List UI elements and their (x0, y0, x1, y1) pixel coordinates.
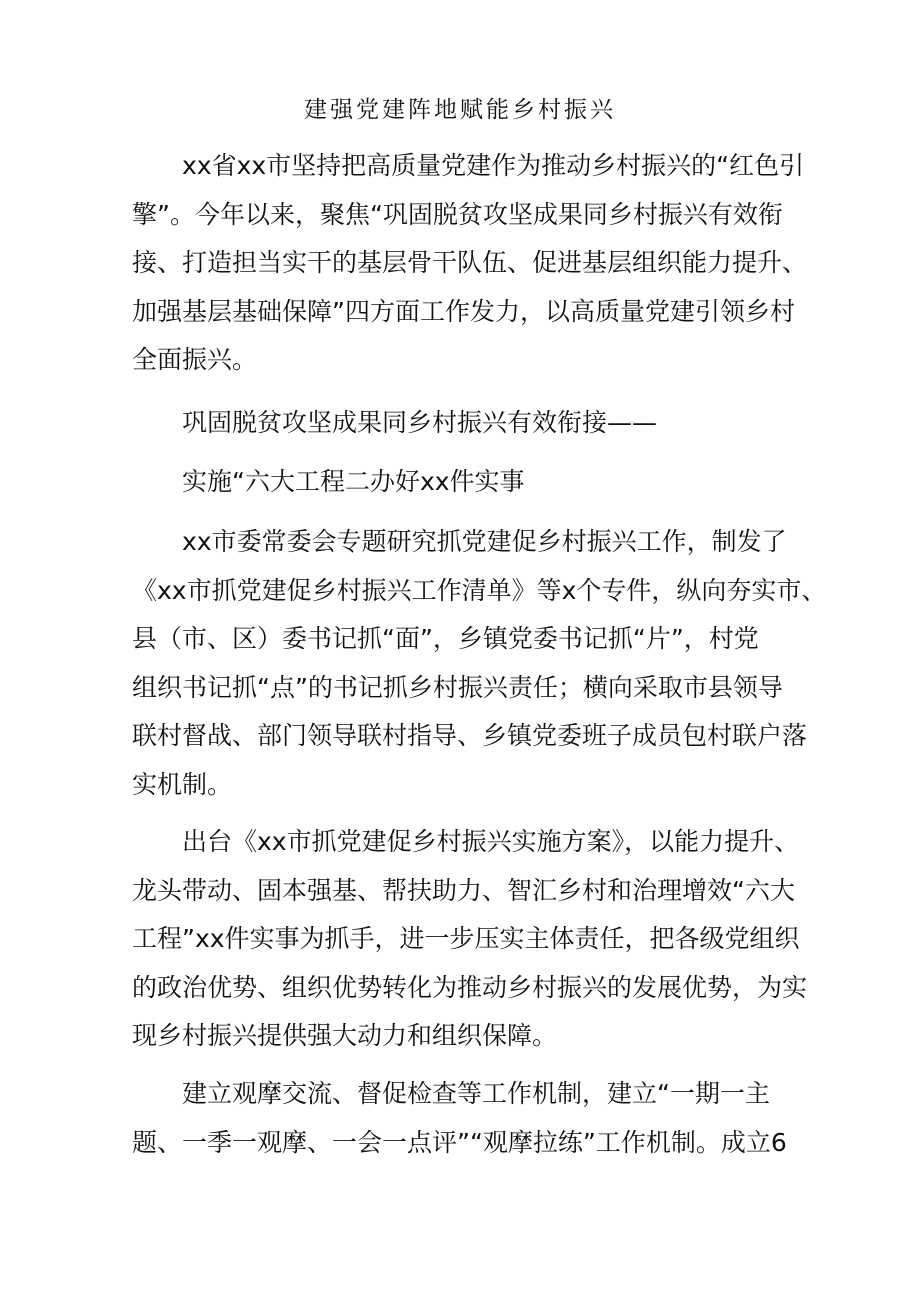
paragraph-line: 接、打造担当实干的基层骨干队伍、促进基层组织能力提升、 (132, 248, 808, 277)
paragraph-line: 全面振兴。 (132, 345, 258, 374)
section-subheading (132, 458, 772, 507)
paragraph-line: 县（市、区）委书记抓“面”，乡镇党委书记抓“片”，村党 (132, 624, 759, 653)
paragraph-line: 加强基层基础保障”四方面工作发力，以高质量党建引领乡村 (132, 296, 795, 326)
paragraph-line: 题、一季一观摩、一会一点评”“观摩拉练”工作机制。成立6 (132, 1127, 787, 1157)
paragraph-1 (132, 142, 808, 385)
paragraph-line: 建立观摩交流、督促检查等工作机制，建立“一期一主 (182, 1079, 770, 1108)
paragraph-4 (132, 518, 827, 809)
paragraph-line: 《xx市抓党建促乡村振兴工作清单》等x个专件，纵向夯实市、 (132, 575, 827, 605)
paragraph-line: 联村督战、部门领导联村指导、乡镇党委班子成员包村联户落 (132, 721, 808, 750)
paragraph-line: 工程”xx件实事为抓手，进一步压实主体责任，把各级党组织 (132, 924, 800, 953)
section-heading-line: 巩固脱贫攻坚成果同乡村振兴有效衔接—— (182, 408, 658, 437)
paragraph-line: 龙头带动、固本强基、帮扶助力、智汇乡村和治理增效“六大 (132, 875, 795, 905)
paragraph-6 (132, 1070, 787, 1167)
section-subheading-line: 实施“六大工程二办好xx件实事 (182, 467, 525, 496)
paragraph-line: 组织书记抓“点”的书记抓乡村振兴责任；横向采取市县领导 (132, 672, 783, 702)
document-title: 建强党建阵地赋能乡村振兴 (304, 97, 616, 123)
paragraph-5 (132, 818, 808, 1061)
paragraph-line: xx省xx市坚持把高质量党建作为推动乡村振兴的“红色引 (182, 151, 805, 180)
paragraph-line: xx市委常委会专题研究抓党建促乡村振兴工作，制发了 (182, 527, 787, 556)
paragraph-line: 实机制。 (132, 769, 233, 799)
section-heading (132, 399, 772, 448)
paragraph-line: 擎”。今年以来，聚焦“巩固脱贫攻坚成果同乡村振兴有效衔 (132, 199, 783, 229)
paragraph-line: 现乡村振兴提供强大动力和组织保障。 (132, 1021, 558, 1050)
paragraph-line: 出台《xx市抓党建促乡村振兴实施方案》，以能力提升、 (182, 827, 800, 856)
paragraph-line: 的政治优势、组织优势转化为推动乡村振兴的发展优势，为实 (132, 972, 808, 1002)
